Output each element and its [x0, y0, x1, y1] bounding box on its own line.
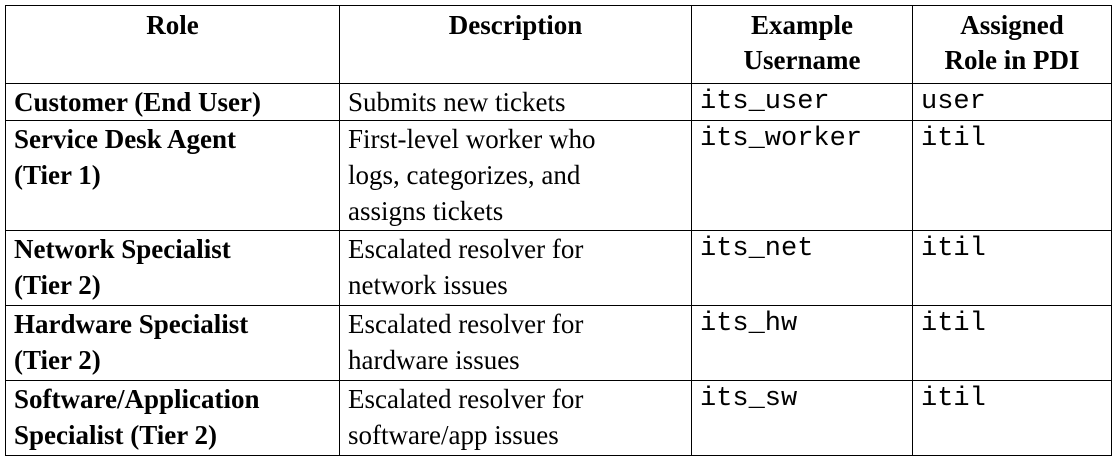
header-assigned-role [913, 6, 1112, 84]
assigned-role-cell: user [913, 84, 1112, 121]
table-row [6, 381, 1112, 456]
header-example-username-line-1: Example [750, 10, 853, 40]
description-cell [340, 121, 692, 231]
description-cell [340, 84, 692, 121]
username-cell: its_net [692, 231, 913, 306]
role-line: (Tier 2) [14, 270, 101, 300]
table-row [6, 306, 1112, 381]
username-cell: its_user [692, 84, 913, 121]
header-description-line: Description [448, 10, 583, 40]
table-row [6, 231, 1112, 306]
table-row [6, 121, 1112, 231]
assigned-role-cell: itil [913, 231, 1112, 306]
description-line: software/app issues [348, 420, 559, 450]
description-cell [340, 381, 692, 456]
assigned-role-cell: itil [913, 381, 1112, 456]
table-row [6, 84, 1112, 121]
role-line: Service Desk Agent [14, 124, 236, 154]
description-line: Escalated resolver for [348, 309, 584, 339]
username-cell: its_sw [692, 381, 913, 456]
description-line: Escalated resolver for [348, 384, 584, 414]
role-cell [6, 381, 340, 456]
role-line: (Tier 2) [14, 345, 101, 375]
roles-table [5, 5, 1112, 456]
header-example-username [692, 6, 913, 84]
description-line: Submits new tickets [348, 87, 566, 117]
header-row [6, 6, 1112, 84]
description-line: assigns tickets [348, 196, 504, 226]
header-role-line: Role [146, 10, 199, 40]
header-assigned-role-line-2: Role in PDI [944, 45, 1080, 75]
role-line: (Tier 1) [14, 160, 101, 190]
description-line: network issues [348, 270, 508, 300]
role-cell [6, 84, 340, 121]
role-line: Customer (End User) [14, 87, 261, 117]
role-cell [6, 306, 340, 381]
username-cell: its_worker [692, 121, 913, 231]
header-example-username-line-2: Username [743, 45, 861, 75]
role-line: Network Specialist [14, 234, 231, 264]
description-cell [340, 231, 692, 306]
description-line: logs, categorizes, and [348, 160, 581, 190]
header-role [6, 6, 340, 84]
assigned-role-cell: itil [913, 306, 1112, 381]
description-line: hardware issues [348, 345, 520, 375]
description-line: Escalated resolver for [348, 234, 584, 264]
role-line: Specialist (Tier 2) [14, 420, 217, 450]
username-cell: its_hw [692, 306, 913, 381]
role-cell [6, 121, 340, 231]
description-cell [340, 306, 692, 381]
assigned-role-cell: itil [913, 121, 1112, 231]
description-line: First-level worker who [348, 124, 596, 154]
role-line: Software/Application [14, 384, 260, 414]
role-cell [6, 231, 340, 306]
role-line: Hardware Specialist [14, 309, 249, 339]
header-assigned-role-line-1: Assigned [960, 10, 1064, 40]
header-description [340, 6, 692, 84]
